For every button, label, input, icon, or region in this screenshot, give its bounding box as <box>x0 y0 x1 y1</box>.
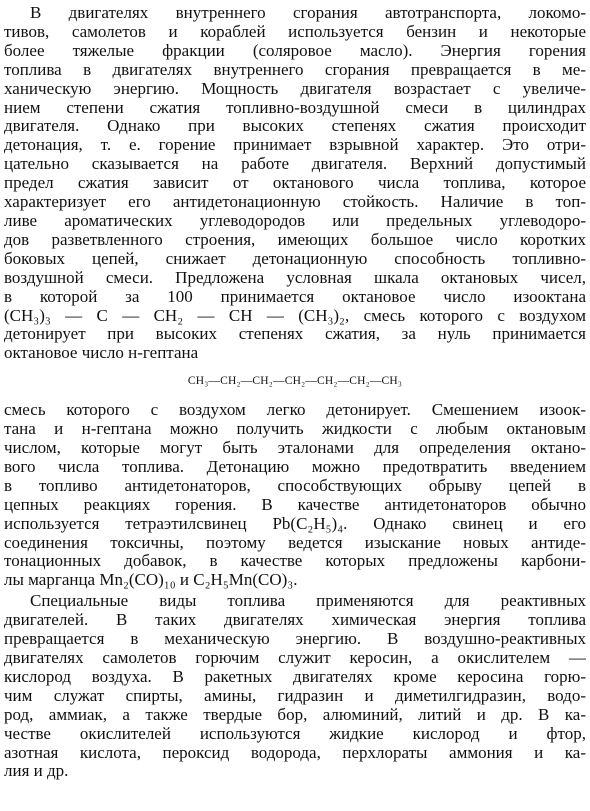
text-line: двигателя. Однако при высоких степенях сжатия происходит <box>4 117 586 136</box>
text-line: цательно сказывается на работе двигателя. Верхний допустимый <box>4 155 586 174</box>
text-line: топлива в двигателях внутреннего сгорания превращается в ме- <box>4 60 586 79</box>
text-line: (CH₃)₃ — C — CH₂ — CH — (CH₃)₂, смесь которого с воздухом <box>4 306 586 325</box>
text-line: род, аммиак, а также твердые бор, алюминий, литий и др. В ка- <box>4 705 586 724</box>
text-line: нием степени сжатия топливно-воздушной смеси в цилиндрах <box>4 98 586 117</box>
text-line: числом, которые могут быть эталонами для определения октано- <box>4 439 586 458</box>
text-line: дов разветвленного строения, имеющих большое число коротких <box>4 230 586 249</box>
text-line: воздушной смеси. Предложена условная шкала октановых чисел, <box>4 268 586 287</box>
text-line: детонация, т. е. горение принимает взрывной характер. Это отри- <box>4 136 586 155</box>
text-line: более тяжелые фракции (соляровое масло). Энергия горения <box>4 41 586 60</box>
text-line: смесь которого с воздухом легко детонирует. Смешением изоок- <box>4 401 586 420</box>
text-line: ливе ароматических углеводородов или предельных углеводоро- <box>4 211 586 230</box>
text-line: в топливо антидетонаторов, способствующих обрыву цепей в <box>4 476 586 495</box>
paragraph-3 <box>4 592 586 781</box>
text-line: цепных реакциях горения. В качестве антидетонаторов обычно <box>4 495 586 514</box>
text-line: двигателей. В таких двигателях химическая энергия топлива <box>4 611 586 630</box>
text-line: Специальные виды топлива применяются для реактивных <box>30 592 586 611</box>
text-line: используется тетраэтилсвинец Pb(C₂H₅)₄. Однако свинец и его <box>4 514 586 533</box>
paragraph-2 <box>4 401 586 590</box>
heptane-formula: CH₃—CH₂—CH₂—CH₂—CH₂—CH₂—CH₃ <box>187 375 403 388</box>
text-line: тана и н-гептана можно получить жидкости с любым октановым <box>4 420 586 439</box>
text-line: лы марганца Mn₂(CO)₁₀ и C₂H₅Mn(CO)₃. <box>4 571 298 590</box>
text-line: тивов, самолетов и кораблей используется бензин и некоторые <box>4 22 586 41</box>
text-line: предел сжатия зависит от октанового числа топлива, которое <box>4 174 586 193</box>
text-line: в которой за 100 принимается октановое число изооктана <box>4 287 586 306</box>
text-line: ханическую энергию. Мощность двигателя возрастает с увеличе- <box>4 79 586 98</box>
text-line: вого числа топлива. Детонацию можно предотвратить введением <box>4 457 586 476</box>
text-line: чим служат спирты, амины, гидразин и диметилгидразин, водо- <box>4 686 586 705</box>
text-line: соединения токсичны, поэтому ведется изыскание новых антиде- <box>4 533 586 552</box>
paragraph-1 <box>4 4 586 363</box>
text-line: двигателях самолетов горючим служит керосин, а окислителем — <box>4 649 586 667</box>
text-line: октановое число н-гептана <box>4 344 199 363</box>
text-line: лия и др. <box>4 762 69 781</box>
text-line: тонационных добавок, в качестве которых предложены карбони- <box>4 552 586 571</box>
text-line: характеризует его антидетонационную стойкость. Наличие в топ- <box>4 193 586 212</box>
text-line: В двигателях внутреннего сгорания автотранспорта, локомо- <box>30 4 586 22</box>
text-line: честве окислителей используются жидкие кислород и фтор, <box>4 724 586 743</box>
text-line: боковых цепей, снижает детонационную способность топливно- <box>4 249 586 268</box>
text-line: кислород воздуха. В ракетных двигателях кроме керосина горю- <box>4 667 586 686</box>
text-line: превращается в механическую энергию. В воздушно-реактивных <box>4 630 586 649</box>
text-line: азотная кислота, пероксид водорода, перхлораты аммония и ка- <box>4 743 586 762</box>
text-line: детонирует при высоких степенях сжатия, за нуль принимается <box>4 325 586 344</box>
